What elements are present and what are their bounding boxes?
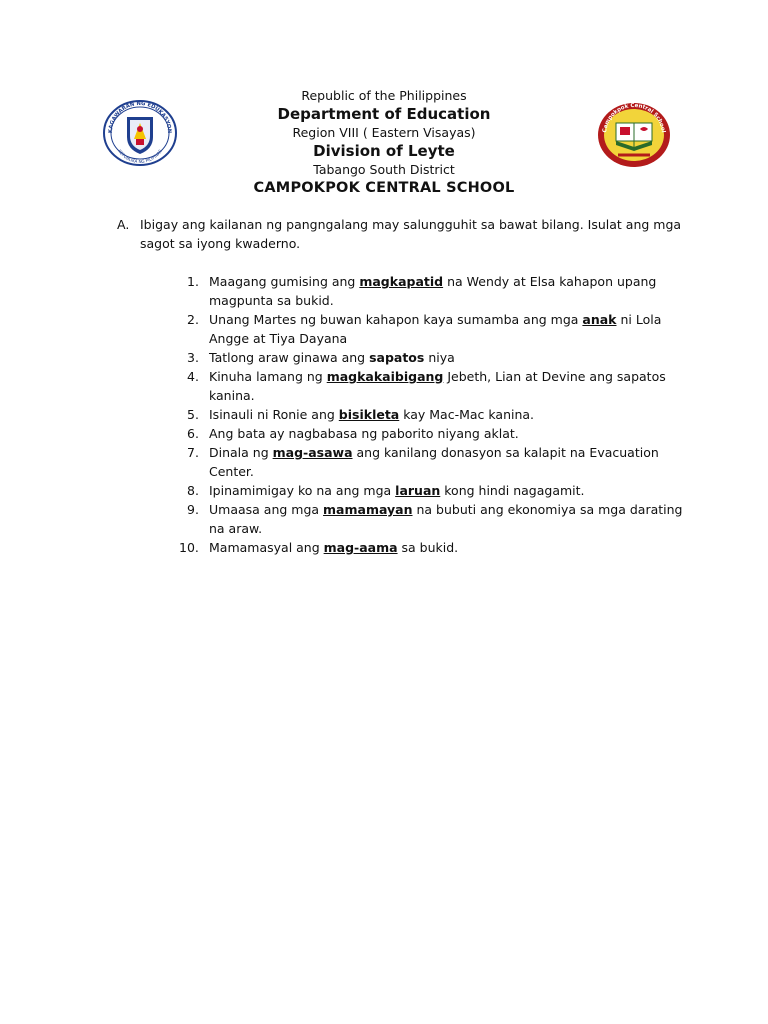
question-text-rest: na Wendy at Elsa kahapon upang magpunta sa bukid.	[209, 274, 657, 308]
instruction-text: Ibigay ang kailanan ng pangngalang may salungguhit sa bawat bilang. Isulat ang mga sagot sa iyong kwaderno.	[140, 217, 682, 251]
region-line: Region VIII ( Eastern Visayas)	[292, 125, 476, 140]
question-number: 9.	[187, 502, 199, 517]
question-item	[187, 443, 687, 481]
question-item	[187, 348, 687, 367]
highlighted-noun: magkapatid	[359, 274, 444, 289]
question-text-rest: niya	[424, 350, 455, 365]
question-number: 4.	[187, 369, 199, 384]
highlighted-noun: magkakaibigang	[326, 369, 444, 384]
question-text: Tatlong araw ginawa ang	[209, 350, 370, 365]
district-line: Tabango South District	[313, 162, 455, 177]
question-number: 5.	[187, 407, 199, 422]
question-number: 6.	[187, 426, 199, 441]
question-text-rest: ang kanilang donasyon sa kalapit na Evacuation Center.	[209, 445, 659, 479]
department-title: Department of Education	[277, 105, 491, 123]
question-text: Isinauli ni Ronie ang	[209, 407, 339, 422]
svg-text:REPUBLIKA NG PILIPINAS: REPUBLIKA NG PILIPINAS	[117, 148, 163, 165]
question-text-rest: Jebeth, Lian at Devine ang sapatos kanina.	[209, 369, 666, 403]
question-item	[187, 500, 687, 538]
svg-text:KAGAWARAN NG EDUKASYON: KAGAWARAN NG EDUKASYON	[107, 100, 173, 134]
republic-line: Republic of the Philippines	[301, 88, 467, 103]
question-item	[187, 367, 687, 405]
question-list	[179, 272, 687, 557]
question-number: 2.	[187, 312, 199, 327]
division-title: Division of Leyte	[313, 142, 455, 160]
question-text: Umaasa ang mga	[209, 502, 324, 517]
question-text: Dinala ng	[209, 445, 273, 460]
question-number: 1.	[187, 274, 199, 289]
highlighted-noun: mag-aama	[323, 540, 398, 555]
document-header	[0, 87, 768, 198]
question-item	[187, 310, 687, 348]
question-number: 8.	[187, 483, 199, 498]
question-text-rest: kong hindi nagagamit.	[440, 483, 585, 498]
instruction-letter: A.	[117, 217, 130, 232]
school-title: CAMPOKPOK CENTRAL SCHOOL	[253, 180, 515, 196]
question-text: Kinuha lamang ng	[209, 369, 327, 384]
question-text: Ang bata ay nagbabasa ng paborito niyang aklat.	[209, 426, 519, 441]
question-number: 7.	[187, 445, 199, 460]
question-number: 3.	[187, 350, 199, 365]
question-text-rest: ni Lola Angge at Tiya Dayana	[209, 312, 662, 346]
question-text: Unang Martes ng buwan kahapon kaya sumamba ang mga	[209, 312, 583, 327]
question-item	[179, 538, 687, 557]
highlighted-noun: mag-asawa	[272, 445, 353, 460]
question-text-rest: sa bukid.	[397, 540, 459, 555]
question-number: 10.	[179, 540, 199, 555]
highlighted-noun: mamamayan	[323, 502, 413, 517]
highlighted-noun: laruan	[395, 483, 441, 498]
question-item	[187, 481, 687, 500]
svg-text:Campokpok Central School: Campokpok Central School	[602, 102, 666, 134]
question-item	[187, 272, 687, 310]
question-text: Maagang gumising ang	[209, 274, 360, 289]
question-item	[187, 405, 687, 424]
question-text: Ipinamimigay ko na ang mga	[209, 483, 396, 498]
question-text: Mamamasyal ang	[209, 540, 324, 555]
question-text-rest: na bubuti ang ekonomiya sa mga darating na araw.	[209, 502, 683, 536]
question-item	[187, 424, 687, 443]
highlighted-noun: bisikleta	[338, 407, 400, 422]
question-text-rest: kay Mac-Mac kanina.	[399, 407, 535, 422]
highlighted-noun: anak	[582, 312, 617, 327]
instruction-block	[117, 215, 687, 253]
highlighted-noun: sapatos	[369, 350, 425, 365]
